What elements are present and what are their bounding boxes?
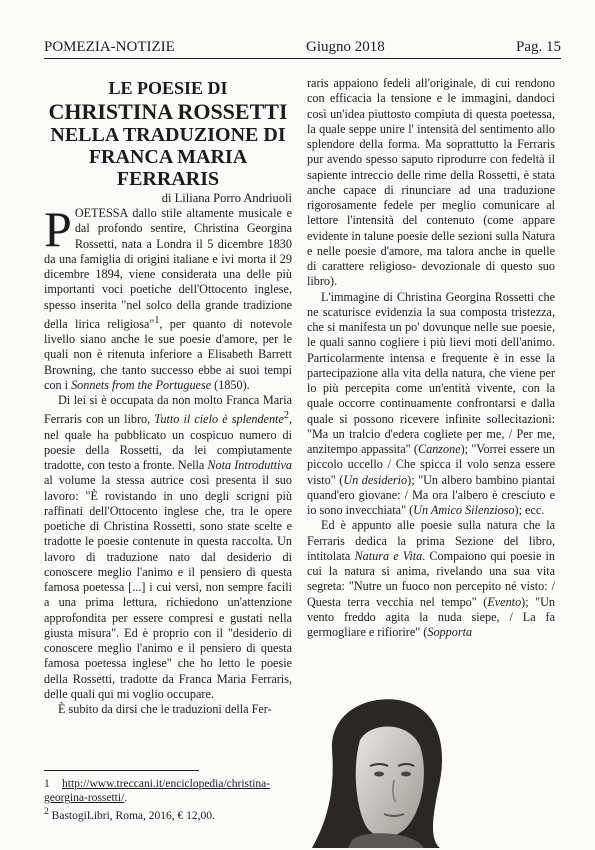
italic-text: Natura e Vita [354,548,423,563]
byline: di Liliana Porro Andriuoli [161,191,292,205]
paragraph [307,76,555,290]
paragraph-text [58,702,272,716]
footnote-1 [44,777,294,805]
footnote-punct: . [124,792,128,804]
paragraph [307,290,555,519]
footnote-ref: 1 [154,314,160,326]
paragraph [44,393,292,702]
title-line-2: CHRISTINA ROSSETTI [48,99,288,124]
paragraph-text [307,290,555,518]
title-line-1: LE POESIE DI [108,78,228,98]
footnote-2 [44,805,294,823]
paragraph [307,518,555,640]
header-rule [44,58,561,59]
title-line-4: FRANCA MARIA FERRARIS [88,146,248,190]
text-run: L'immagine di Christina Georgina Rossetti che ne scaturisce evidenzia la sua composta tristezza, che si manifesta un po' dovunque nelle sue poesie, le quali sanno cogliere i più lievi moti dell'animo. Particolarmente intensa e frequente è in esse la partecipazione alla vita della natura, che viene per lo più percepita come un'entità vivente, con la quale occorre continuamente confrontarsi e dalla quale si possono ricevere infinite sollecitazioni: "Ma un tralcio d'edera cogliete per me, / Per me, anzitempo appassita" ( [307,289,555,456]
text-run: È subito da dirsi che le traduzioni della Fer- [58,702,272,717]
page-header [44,34,561,56]
paragraph-text [307,518,555,639]
issue-date: Giugno 2018 [306,39,385,55]
paragraph [44,702,292,717]
footnote-rule [44,770,199,771]
text-run: ); "Un vento freddo agita la nuda siepe, / La fa germogliare e rifiorire" ( [307,594,555,639]
text-run: raris appaiono fedeli all'originale, di cui rendono con efficacia la tensione e le immagini, dandoci così un'idea piuttosto compiuta di questa poetessa, la quale seppe unire l' intensità del sentimento allo splendore della forma. Ma soprattutto la Ferraris pur avendo spesso saputo riprodurre con fedeltà il sapiente intreccio delle rime della Rossetti, è stata anche capace di rinunciare ad una traduzione rigorosamente fedele per meglio comunicare al lettore l'intensità del contenuto (come appare evidente in talune poesie delle sezioni sulla Natura e nelle poesie d'amore, ma talora anche in quelle di carattere religioso- devozionale di questo suo libro). [307,76,555,289]
text-run: Di lei si è occupata da non molto Franca Maria Ferraris con un libro, [44,393,292,427]
italic-text: Sonnets from the Portuguese [71,377,212,392]
italic-text: Canzone [417,442,461,456]
paragraph-text [44,201,292,392]
text-run: (1850). [211,377,250,392]
text-run: ); "Un albero bambino piantai quand'ero giovane: / Ma ora l'albero è cresciuto e io sono invecchiata" ( [307,472,555,517]
footnote-ref: 2 [283,410,289,422]
text-run: ); "Vorrei essere un piccolo uccello / Che spicca il volo senza essere visto" ( [307,442,555,487]
text-run: Ed è appunto alle poesie sulla natura che la Ferraris dedica la prima Sezione del libro, intitolata [307,518,555,563]
footnote-text: BastogiLibri, Roma, 2016, € 12,00. [48,809,215,822]
magazine-name: POMEZIA-NOTIZIE [44,39,175,55]
footnotes [44,777,294,823]
left-column [44,78,292,717]
italic-text: Un desiderio [343,472,408,487]
italic-text: Sopporta [427,625,473,639]
text-run: , per quanto di notevole livello siano anche le sue poesie d'amore, per le quali non è ritenuta inferiore a Elisabeth Barrett Browning, che tanto successo ebbe ai suoi tempi con i [44,316,292,392]
footnote-number: 2 [44,806,49,817]
italic-text: Nota Introduttiva [207,458,292,473]
page-number: Pag. 15 [516,39,561,55]
right-column [307,76,555,640]
text-run: ); ecc. [514,503,545,517]
text-run: OETESSA dallo stile altamente musicale e dal profondo sentire, Christina Georgina Rossetti, nata a Londra il 5 dicembre 1830 da una famiglia di origini italiane e ivi morta il 29 dicembre 1894, viene considerata una delle più importanti voci poetiche dell'Ottocento inglese, spesso inserita "nel solco della grande tradizione della lirica religiosa" [44,206,292,331]
paragraph [44,201,292,393]
italic-text: Un Amico Silenzioso [413,503,515,517]
paragraph-text [44,393,292,701]
text-run: . Compaiono qui poesie in cui la natura si anima, rivelando una sua vita segreta: "Nutre un fuoco non percepito né visto: / Questa terra vecchia nel tempo" ( [307,548,555,609]
drop-cap: P [44,201,72,257]
portrait-photo [312,690,450,848]
footnote-link[interactable]: http://www.treccani.it/enciclopedia/christina-georgina-rossetti/ [44,778,271,804]
footnote-number: 1 [44,778,50,790]
title-line-3: NELLA TRADUZIONE DI [50,124,286,146]
text-run: , nel quale ha pubblicato un cospicuo numero di poesie della Rossetti, da lei compiutamente tradotte, con testo a fronte. Nella [44,412,292,473]
italic-text: Tutto il cielo è splendente [154,412,284,427]
paragraph-text [307,76,555,288]
text-run: al volume la stessa autrice così presenta il suo lavoro: "È rovistando in uno degli scrigni più raffinati dell'Ottocento inglese che, tra le opere poetiche di Christina Rossetti, sono state scelte e tradotte le poesie contenute in questa raccolta. Un lavoro di traduzione nato dal desiderio di conoscere meglio l'animo e il pensiero di questa famosa poetessa [...] i cui versi, non sempre facili a una prima lettura, richiedono un'attenzione approfondita per essere compresi e gustati nella giusta misura". Ed è proprio con il "desiderio di conoscere meglio l'animo e il pensiero di questa famosa poetessa inglese" che ho letto le poesie della Rossetti, tradotte da Franca Maria Ferraris, delle quali qui mi voglio occupare. [44,473,292,701]
italic-text: Evento [487,594,522,609]
